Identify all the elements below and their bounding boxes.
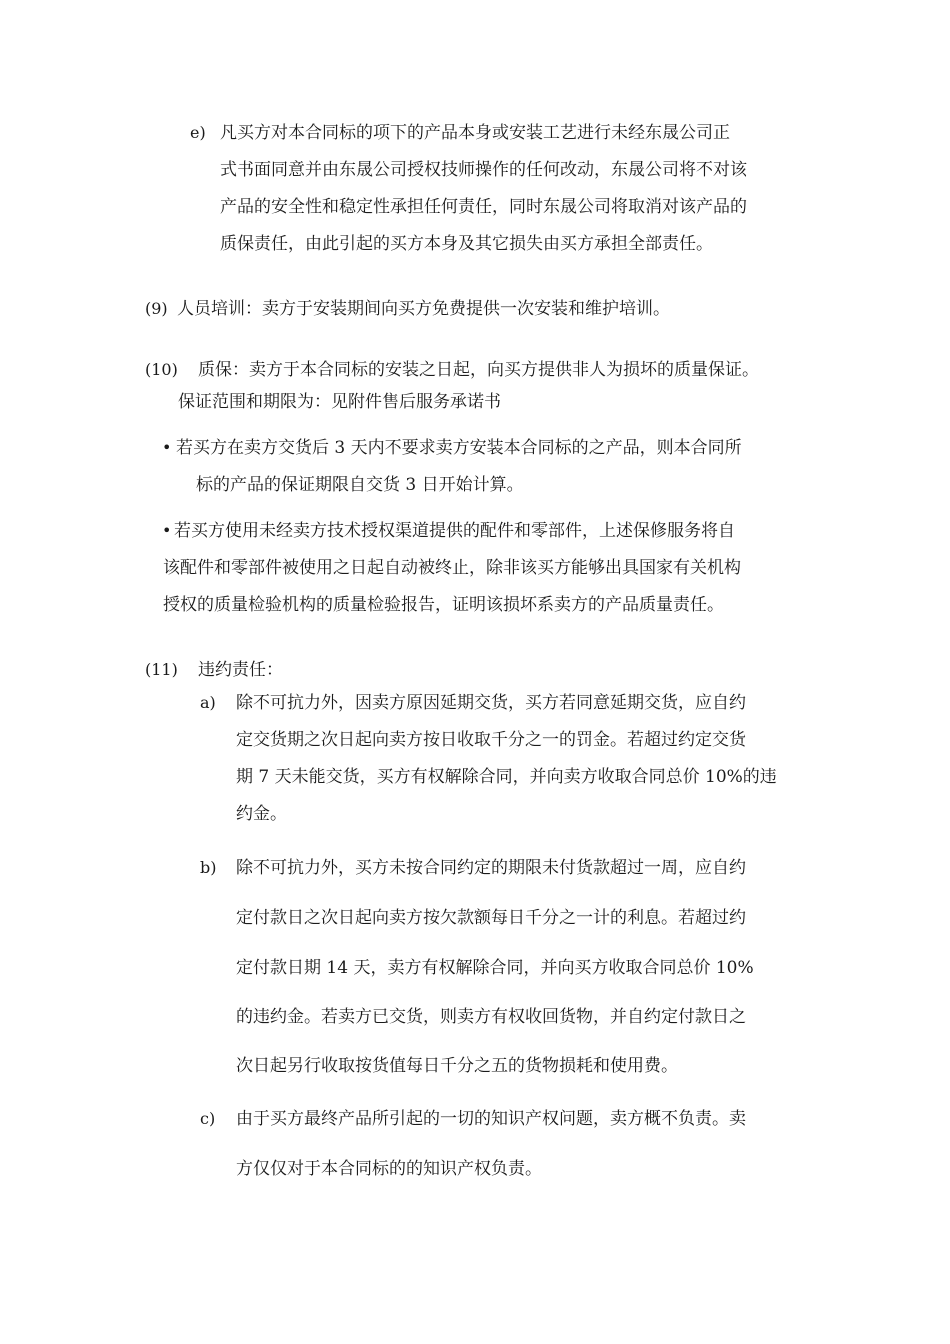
bullet-1-line-2: 标的产品的保证期限自交货 3 日开始计算。 (196, 475, 524, 495)
clause-11b-line-4: 的违约金。若卖方已交货，则卖方有权收回货物，并自约定付款日之 (236, 1007, 746, 1027)
clause-11a-label: a) (200, 693, 216, 712)
clause-11-title: 违约责任： (198, 660, 283, 680)
clause-10-label: (10) (145, 360, 178, 379)
clause-11a-line-2: 定交货期之次日起向卖方按日收取千分之一的罚金。若超过约定交货 (236, 730, 746, 750)
clause-e-line-3: 产品的安全性和稳定性承担任何责任，同时东晟公司将取消对该产品的 (220, 197, 747, 217)
clause-11b-line-3: 定付款日期 14 天，卖方有权解除合同，并向买方收取合同总价 10% (236, 958, 754, 978)
bullet-2-line-2: 该配件和零部件被使用之日起自动被终止，除非该买方能够出具国家有关机构 (163, 558, 741, 578)
bullet-1-line-1: 若买方在卖方交货后 3 天内不要求卖方安装本合同标的之产品，则本合同所 (176, 438, 742, 458)
clause-11a-line-1: 除不可抗力外，因卖方原因延期交货，买方若同意延期交货，应自约 (236, 693, 746, 713)
clause-11a-line-4: 约金。 (236, 804, 287, 824)
clause-11-label: (11) (145, 660, 178, 679)
clause-11b-line-2: 定付款日之次日起向卖方按欠款额每日千分之一计的利息。若超过约 (236, 908, 746, 928)
bullet-2-line-3: 授权的质量检验机构的质量检验报告，证明该损坏系卖方的产品质量责任。 (163, 595, 724, 615)
clause-9-text: 人员培训：卖方于安装期间向买方免费提供一次安装和维护培训。 (177, 299, 670, 319)
clause-11b-label: b) (200, 858, 217, 877)
clause-11c-label: c) (200, 1109, 216, 1128)
clause-e-label: e) (190, 123, 206, 142)
clause-11b-line-1: 除不可抗力外，买方未按合同约定的期限未付货款超过一周，应自约 (236, 858, 746, 878)
clause-10-line-2: 保证范围和期限为：见附件售后服务承诺书 (178, 392, 501, 412)
clause-11c-line-2: 方仅仅对于本合同标的的知识产权负责。 (236, 1159, 542, 1179)
clause-11b-line-5: 次日起另行收取按货值每日千分之五的货物损耗和使用费。 (236, 1056, 678, 1076)
bullet-1-dot: • (162, 438, 172, 457)
bullet-2-line-1: 若买方使用未经卖方技术授权渠道提供的配件和零部件，上述保修服务将自 (174, 521, 735, 541)
clause-e-line-2: 式书面同意并由东晟公司授权技师操作的任何改动，东晟公司将不对该 (220, 160, 747, 180)
clause-11c-line-1: 由于买方最终产品所引起的一切的知识产权问题，卖方概不负责。卖 (236, 1109, 746, 1129)
clause-9-label: (9) (145, 299, 168, 318)
clause-e-line-4: 质保责任，由此引起的买方本身及其它损失由买方承担全部责任。 (220, 234, 713, 254)
clause-e-line-1: 凡买方对本合同标的项下的产品本身或安装工艺进行未经东晟公司正 (220, 123, 730, 143)
bullet-2-dot: • (162, 521, 172, 540)
clause-11a-line-3: 期 7 天未能交货，买方有权解除合同，并向卖方收取合同总价 10%的违 (236, 767, 777, 787)
clause-10-line-1: 质保：卖方于本合同标的安装之日起，向买方提供非人为损坏的质量保证。 (198, 360, 759, 380)
